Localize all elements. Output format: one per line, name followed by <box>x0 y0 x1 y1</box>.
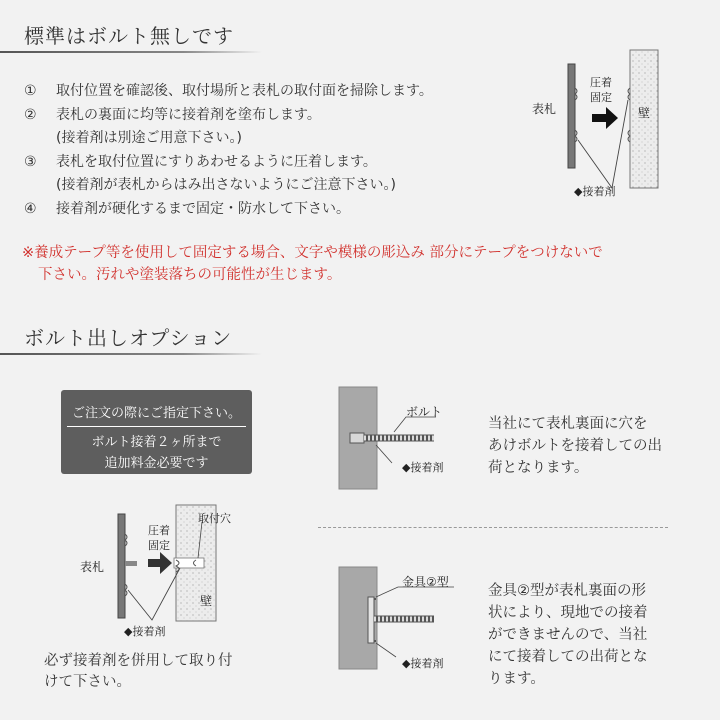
press-label: 圧着 <box>148 524 170 537</box>
wall-label: 壁 <box>200 594 213 608</box>
adhesive-label: ◆接着剤 <box>124 625 166 638</box>
press-label: 圧着 <box>590 76 612 89</box>
step-item: ③ 表札を取付位置にすりあわせるように圧着します。 <box>24 153 377 170</box>
mounting-illustration <box>530 48 670 203</box>
caption-line2: けて下さい。 <box>44 674 131 690</box>
mounting-hole-label: 取付穴 <box>198 512 231 525</box>
bracket-option-diagram <box>336 565 466 675</box>
standard-mounting-diagram <box>530 48 670 203</box>
bracket-label: 金具②型 <box>402 575 449 589</box>
nameplate-label: 表札 <box>532 102 557 116</box>
nameplate-label: 表札 <box>80 560 105 574</box>
order-notice-box <box>61 390 252 474</box>
fix-label: 固定 <box>148 539 170 552</box>
description-line: あけボルトを接着しての出 <box>488 438 662 454</box>
section-title-standard: 標準はボルト無しです <box>24 24 234 48</box>
caption-line1: 必ず接着剤を併用して取り付 <box>44 653 233 669</box>
fix-label: 固定 <box>590 91 612 104</box>
section-title-bolt-option: ボルト出しオプション <box>24 326 233 350</box>
bolt-option-description <box>488 413 662 479</box>
adhesive-label: ◆接着剤 <box>574 185 616 198</box>
step-list <box>24 80 433 221</box>
bracket-option-description <box>488 580 648 690</box>
step-item: ① 取付位置を確認後、取付場所と表札の取付面を掃除します。 <box>24 83 433 99</box>
step-note: (接着剤が表札からはみ出さないようにご注意下さい。) <box>56 177 396 193</box>
description-line: 荷となります。 <box>488 460 589 476</box>
section-divider <box>0 51 262 53</box>
bolt-mounting-diagram <box>78 500 248 640</box>
order-notice-bolt-limit: ボルト接着２ヶ所まで <box>91 435 222 450</box>
wall-label: 壁 <box>638 106 651 120</box>
bolt-option-illustration <box>336 385 466 495</box>
description-line: 状により、現地での接着 <box>488 605 648 621</box>
adhesive-label: ◆接着剤 <box>402 461 444 474</box>
option-divider <box>318 527 668 528</box>
warning-text-line2: 下さい。汚れや塗装落ちの可能性が生じます。 <box>38 267 342 283</box>
description-line: ります。 <box>488 671 545 687</box>
adhesive-label: ◆接着剤 <box>402 657 444 670</box>
warning-text-line1: ※養成テープ等を使用して固定する場合、文字や模様の彫込み 部分にテープをつけないで <box>22 245 603 261</box>
step-item: ② 表札の裏面に均等に接着剤を塗布します。 <box>24 106 321 123</box>
description-line: ができませんので、当社 <box>488 627 648 643</box>
description-line: 金具②型が表札裏面の形 <box>488 583 646 599</box>
section-divider <box>0 353 262 355</box>
step-note: (接着剤は別途ご用意下さい。) <box>56 130 242 146</box>
bolt-option-diagram <box>336 385 466 495</box>
description-line: にて接着しての出荷とな <box>488 649 648 665</box>
step-item: ④ 接着剤が硬化するまで固定・防水して下さい。 <box>24 200 350 217</box>
description-line: 当社にて表札裏面に穴を <box>488 416 648 432</box>
order-notice-title: ご注文の際にご指定下さい。 <box>71 406 241 421</box>
bolt-label: ボルト <box>406 405 443 419</box>
order-notice-fee: 追加料金必要です <box>104 456 209 471</box>
